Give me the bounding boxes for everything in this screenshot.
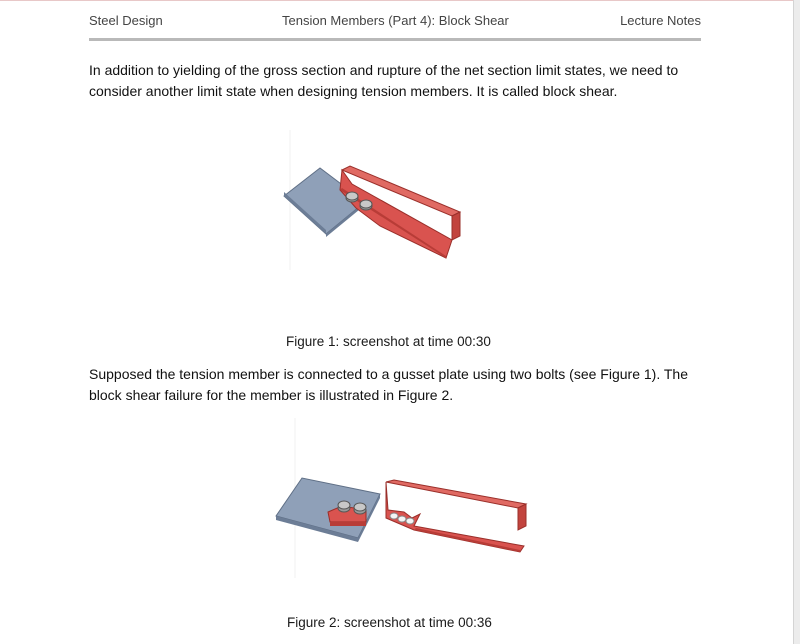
figure-2-block-shear-drawing — [270, 418, 540, 578]
figure-1-caption: Figure 1: screenshot at time 00:30 — [286, 334, 491, 349]
figure-1-connection-drawing — [270, 130, 470, 270]
intro-paragraph: In addition to yielding of the gross section and rupture of the net section limit states, we need to consider another limit state when designing tension members. It is called block shear. — [89, 62, 679, 99]
page-header — [89, 13, 701, 31]
top-border — [0, 0, 800, 1]
header-divider — [89, 38, 701, 41]
header-notes-label: Lecture Notes — [620, 13, 701, 28]
figure-2-caption: Figure 2: screenshot at time 00:36 — [287, 615, 492, 630]
second-paragraph: Supposed the tension member is connected to a gusset plate using two bolts (see Figure 1). The block shear failure for the member is illustrated in Figure 2. — [89, 366, 688, 403]
page-edge — [793, 0, 800, 644]
header-topic: Tension Members (Part 4): Block Shear — [282, 13, 509, 28]
header-course: Steel Design — [89, 13, 163, 28]
